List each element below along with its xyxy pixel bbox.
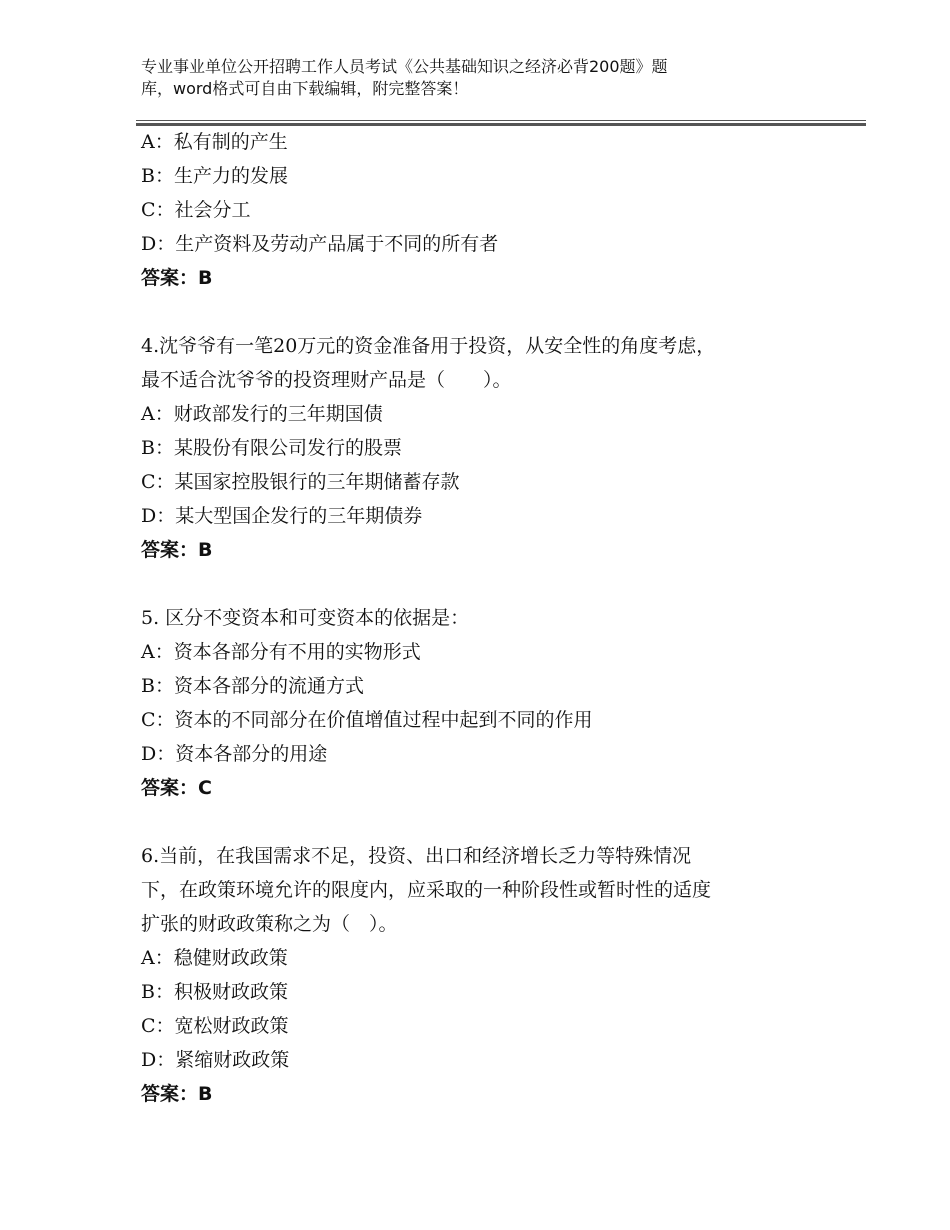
document-header — [141, 56, 781, 100]
spacer — [141, 805, 821, 839]
question-stem: 4.沈爷爷有一笔20万元的资金准备用于投资，从安全性的角度考虑， — [141, 335, 716, 357]
option-c: C：资本的不同部分在价值增值过程中起到不同的作用 — [141, 709, 593, 731]
option-c: C：宽松财政政策 — [141, 1015, 289, 1037]
option-a: A：财政部发行的三年期国债 — [141, 403, 383, 425]
answer: 答案：B — [141, 267, 213, 289]
answer: 答案：C — [141, 777, 212, 799]
option-a: A：资本各部分有不用的实物形式 — [141, 641, 421, 663]
spacer — [141, 295, 821, 329]
question-3 — [141, 125, 821, 295]
header-divider-thin — [136, 120, 866, 121]
question-stem: 下，在政策环境允许的限度内，应采取的一种阶段性或暂时性的适度 — [141, 879, 712, 901]
answer: 答案：B — [141, 1083, 213, 1105]
option-d: D：生产资料及劳动产品属于不同的所有者 — [141, 233, 499, 255]
option-d: D：紧缩财政政策 — [141, 1049, 290, 1071]
question-stem: 5. 区分不变资本和可变资本的依据是： — [141, 607, 470, 629]
option-b: B：某股份有限公司发行的股票 — [141, 437, 402, 459]
question-list — [141, 125, 821, 1111]
option-b: B：资本各部分的流通方式 — [141, 675, 364, 697]
option-d: D：某大型国企发行的三年期债券 — [141, 505, 423, 527]
option-b: B：生产力的发展 — [141, 165, 288, 187]
question-4 — [141, 329, 821, 567]
question-6 — [141, 839, 821, 1111]
option-a: A：私有制的产生 — [141, 131, 288, 153]
option-d: D：资本各部分的用途 — [141, 743, 328, 765]
header-line-1: 专业事业单位公开招聘工作人员考试《公共基础知识之经济必背200题》题 — [141, 57, 668, 76]
answer: 答案：B — [141, 539, 213, 561]
question-stem: 最不适合沈爷爷的投资理财产品是（ ）。 — [141, 369, 512, 391]
question-stem: 6.当前，在我国需求不足，投资、出口和经济增长乏力等特殊情况 — [141, 845, 692, 867]
option-a: A：稳健财政政策 — [141, 947, 288, 969]
header-line-2: 库，word格式可自由下载编辑，附完整答案！ — [141, 79, 469, 98]
option-c: C：某国家控股银行的三年期储蓄存款 — [141, 471, 460, 493]
question-stem: 扩张的财政政策称之为（ ）。 — [141, 913, 398, 935]
spacer — [141, 567, 821, 601]
option-c: C：社会分工 — [141, 199, 251, 221]
option-b: B：积极财政政策 — [141, 981, 288, 1003]
question-5 — [141, 601, 821, 805]
